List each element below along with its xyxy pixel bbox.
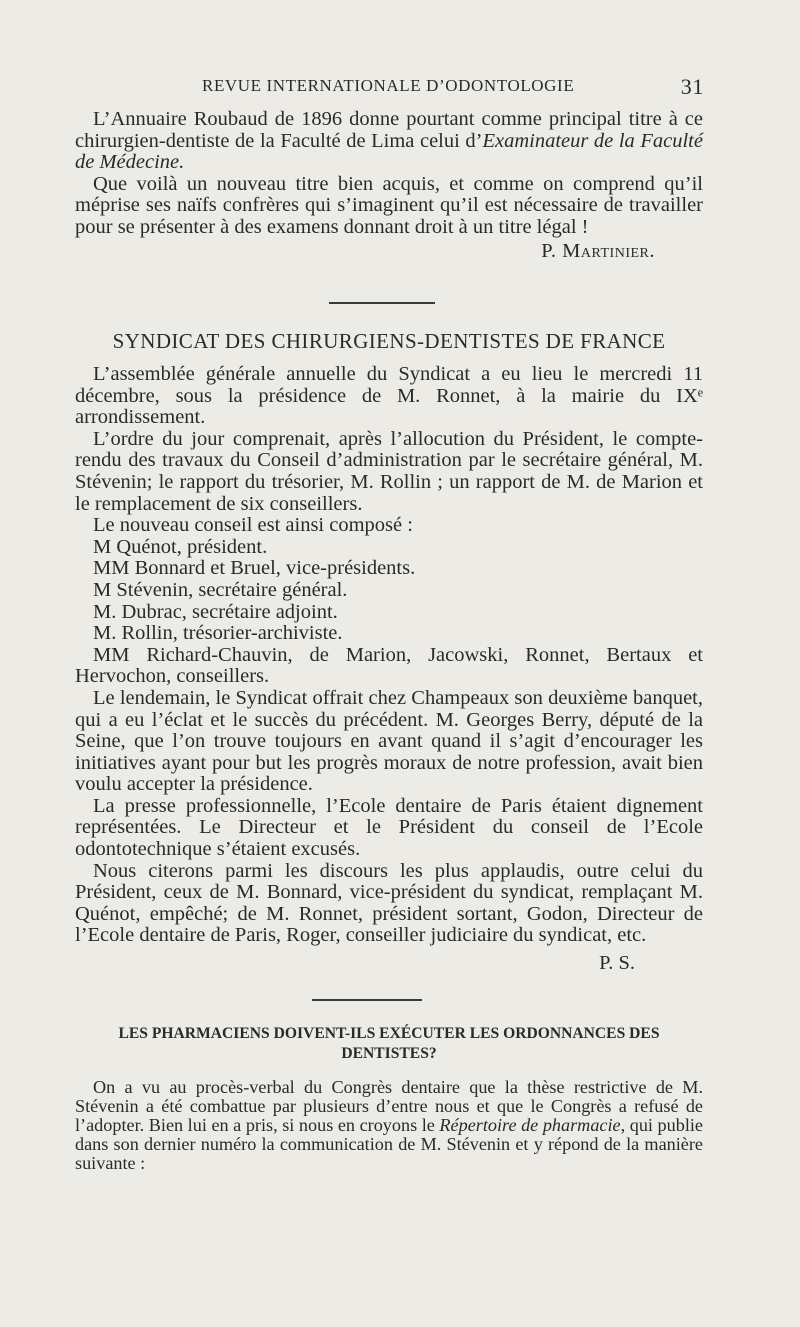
journal-title: REVUE INTERNATIONALE D’ODONTOLOGIE: [202, 76, 575, 95]
syndicat-paragraph-2: L’ordre du jour comprenait, après l’allocution du Président, le compte-rendu des travaux du Conseil d’administration par le secrétaire général, M. Stévenin; le rapport du trésorier, M. Rollin ; un rapport de M. de Marion et le remplacement de six conseillers.: [75, 427, 703, 515]
pharmaciens-paragraph-1: [75, 1078, 703, 1173]
intro-paragraph-1: [75, 109, 703, 174]
intro-paragraph-1-italic: Examinateur de la Faculté de Médecine.: [75, 129, 703, 174]
syndicat-paragraph-6: Nous citerons parmi les discours les plus applaudis, outre celui du Président, ceux de M. Bonnard, vice-président du syndicat, remplaçant M. Quénot, empêché; de M. Ronnet, président sortant, Godon, Directeur de l’Ecole dentaire de Paris, Roger, conseiller judiciaire du syndicat, etc.: [75, 859, 703, 947]
syndicat-paragraph-1: L’assemblée générale annuelle du Syndicat a eu lieu le mercredi 11 décembre, sous la présidence de M. Ronnet, à la mairie du IXᵉ arrondissement.: [75, 363, 703, 429]
member-line-1: M Quénot, président.: [93, 535, 268, 558]
pharmaciens-section: [75, 1024, 703, 1173]
running-header: [82, 74, 704, 102]
intro-signature: P. Martinier.: [541, 239, 655, 262]
intro-paragraph-2: Que voilà un nouveau titre bien acquis, et comme on comprend qu’il méprise ses naïfs confrères qui s’imaginent qu’il est nécessaire de travailler pour se présenter à des examens donnant droit à un titre légal !: [75, 172, 703, 238]
syndicat-signature: P. S.: [599, 952, 635, 975]
page-number: 31: [680, 74, 704, 99]
pharmaciens-title: LES PHARMACIENS DOIVENT-ILS EXÉCUTER LES ORDONNANCES DES DENTISTES?: [118, 1025, 660, 1062]
member-line-2: MM Bonnard et Bruel, vice-présidents.: [93, 557, 416, 580]
separator-rule-1: [329, 302, 435, 304]
syndicat-paragraph-3: Le nouveau conseil est ainsi composé :: [93, 514, 413, 537]
pharmaciens-paragraph-1-italic: Répertoire de pharmacie: [439, 1115, 621, 1135]
pharmaciens-paragraph-1-text-end: , qui publie dans son dernier numéro la communication de M. Stévenin et y répond de la manière suivante :: [75, 1115, 704, 1173]
syndicat-paragraph-4: Le lendemain, le Syndicat offrait chez Champeaux son deuxième banquet, qui a eu l’éclat et le succès du précédent. M. Georges Berry, député de la Seine, que l’on trouve toujours en avant quand il s’agit d’encourager les initiatives ayant pour but les progrès moraux de notre profession, avait bien voulu accepter la présidence.: [75, 686, 703, 796]
member-line-6: MM Richard-Chauvin, de Marion, Jacowski, Ronnet, Bertaux et Hervochon, conseillers.: [75, 643, 703, 688]
syndicat-title: SYNDICAT DES CHIRURGIENS-DENTISTES DE FRANCE: [112, 329, 666, 353]
member-line-3: M Stévenin, secrétaire général.: [93, 578, 348, 601]
syndicat-paragraph-5: La presse professionnelle, l’Ecole dentaire de Paris étaient dignement représentées. Le Directeur et le Président du conseil de l’Ecole odontotechnique s’étaient excusés.: [75, 794, 703, 861]
intro-paragraph-1-text: L’Annuaire Roubaud de 1896 donne pourtant comme principal titre à ce chirurgien-dentiste de la Faculté de Lima celui d’: [75, 108, 703, 152]
separator-rule-2: [312, 999, 422, 1001]
pharmaciens-paragraph-1-text: On a vu au procès-verbal du Congrès dentaire que la thèse restrictive de M. Stévenin a été combattue par plusieurs d’entre nous et que le Congrès a refusé de l’adopter. Bien lui en a pris, si nous en croyons le: [75, 1077, 703, 1135]
syndicat-section: [75, 328, 703, 975]
member-line-5: M. Rollin, trésorier-archiviste.: [93, 622, 343, 645]
intro-section: [75, 109, 703, 262]
member-line-4: M. Dubrac, secrétaire adjoint.: [93, 600, 338, 623]
